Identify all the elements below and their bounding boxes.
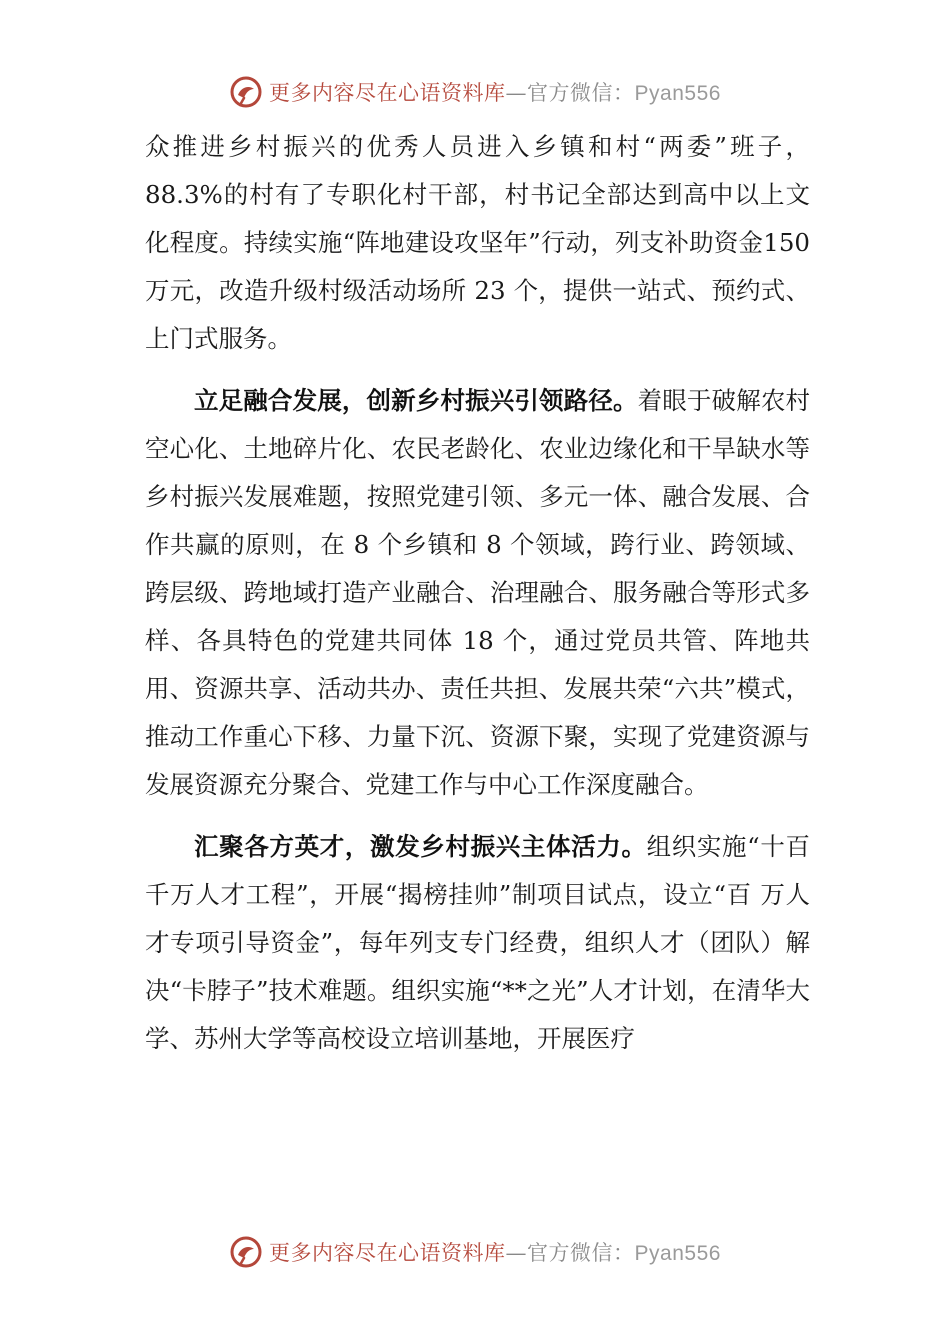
logo-icon xyxy=(229,1235,263,1269)
paragraph xyxy=(145,823,810,1063)
banner-wechat-id: Pyan556 xyxy=(634,82,721,105)
paragraph-body: 着眼于破解农村空心化、土地碎片化、农民老龄化、农业边缘化和干旱缺水等乡村振兴发展难题，按照党建引领、多元一体、融合发展、合作共赢的原则，在 8 个乡镇和 8 个领域，跨行业、跨领域、跨层级、跨地域打造产业融合、治理融合、服务融合等形式多样、各具特色的党建共同体 18 个，通过党员共管、阵地共用、资源共享、活动共办、责任共担、发展共荣“六共”模式，推动工作重心下移、力量下沉、资源下聚，实现了党建资源与发展资源充分聚合、党建工作与中心工作深度融合。 xyxy=(145,386,810,799)
banner-label: 官方微信： xyxy=(527,1241,635,1265)
banner-brand: 更多内容尽在心语资料库 xyxy=(269,81,506,105)
paragraph-body: 众推进乡村振兴的优秀人员进入乡镇和村“两委”班子，88.3%的村有了专职化村干部，村书记全部达到高中以上文化程度。持续实施“阵地建设攻坚年”行动，列支补助资金150 万元，改造升级村级活动场所 23 个，提供一站式、预约式、上门式服务。 xyxy=(145,132,810,353)
paragraph-gap xyxy=(145,363,810,377)
paragraph-gap xyxy=(145,809,810,823)
paragraph xyxy=(145,123,810,363)
paragraph-heading: 立足融合发展，创新乡村振兴引领路径。 xyxy=(194,386,638,415)
footer-banner xyxy=(0,1232,950,1272)
banner-wechat-id: Pyan556 xyxy=(634,1242,721,1265)
banner-separator: — xyxy=(505,81,528,105)
document-body xyxy=(145,123,810,1063)
logo-icon xyxy=(229,75,263,109)
banner-label: 官方微信： xyxy=(527,81,635,105)
banner-text xyxy=(269,1237,721,1267)
paragraph-heading: 汇聚各方英才，激发乡村振兴主体活力。 xyxy=(194,832,647,861)
banner-brand: 更多内容尽在心语资料库 xyxy=(269,1241,506,1265)
paragraph-body: 组织实施“十百千万人才工程”，开展“揭榜挂帅”制项目试点，设立“百 万人才专项引导资金”，每年列支专门经费，组织人才（团队）解决“卡脖子”技术难题。组织实施“**之光”人才计划，在清华大学、苏州大学等高校设立培训基地，开展医疗 xyxy=(145,832,811,1053)
paragraph xyxy=(145,377,810,809)
header-banner xyxy=(0,72,950,112)
banner-text xyxy=(269,77,721,107)
banner-separator: — xyxy=(505,1241,528,1265)
